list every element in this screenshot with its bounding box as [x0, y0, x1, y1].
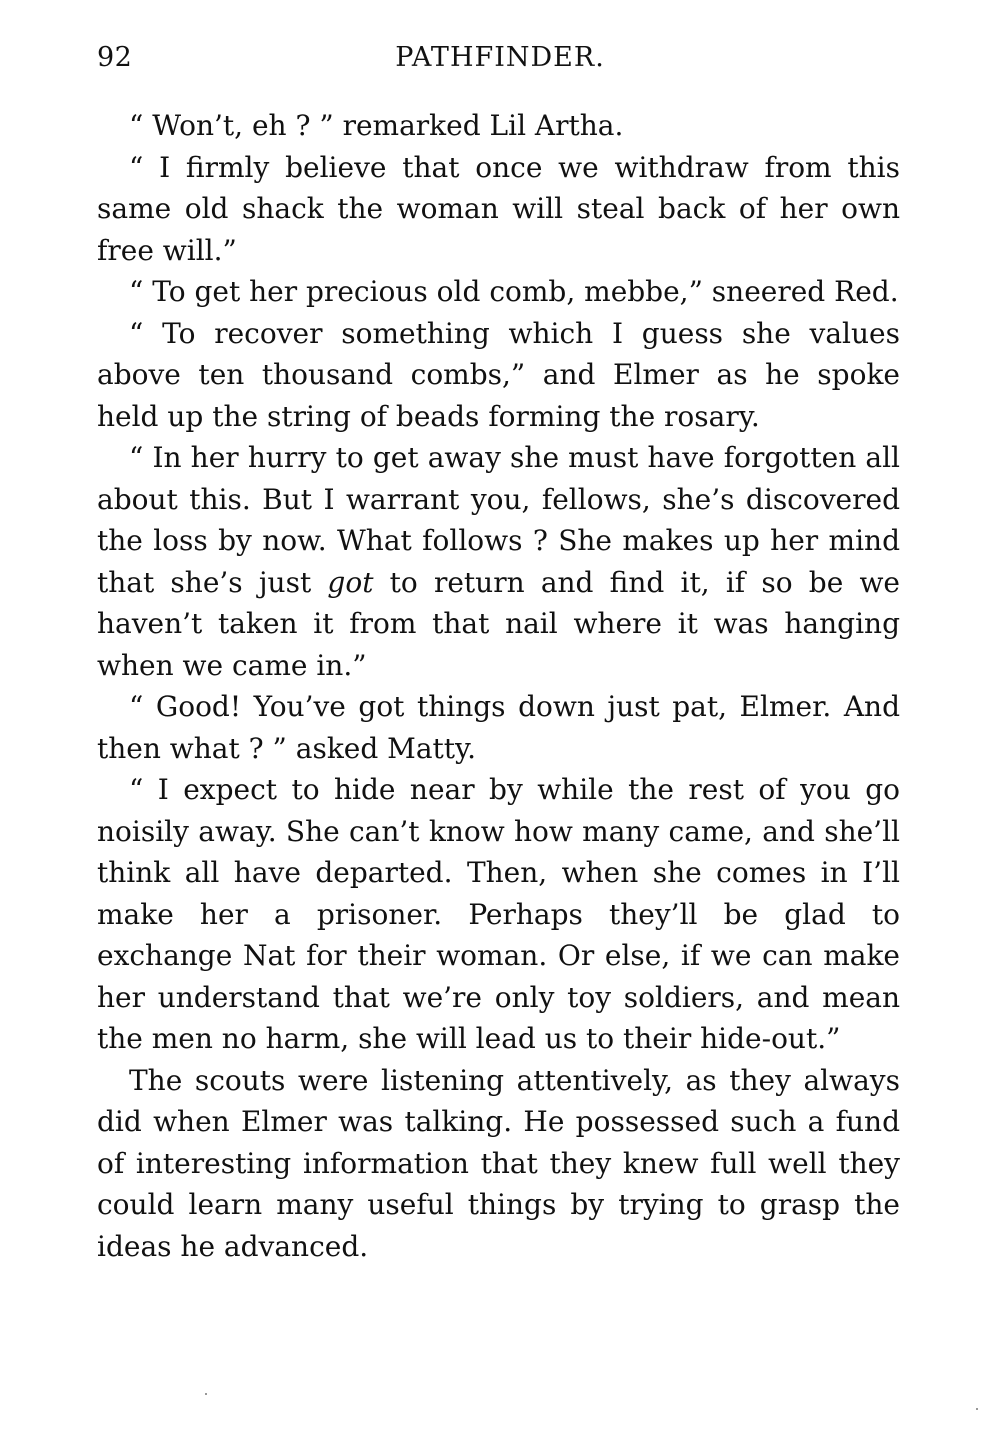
page-header — [97, 42, 903, 82]
scan-speck — [205, 1393, 207, 1395]
page-number: 92 — [97, 42, 133, 73]
paragraph: “ I expect to hide near by while the rest of you go noisily away. She can’t know how many came, and she’ll think all have departed. Then, when she comes in I’ll make her a prisoner. Perhaps they’ll be glad to exchange Nat for their woman. Or else, if we can make her understand that we’re only toy soldiers, and mean the men no harm, she will lead us to their hide-out.” — [97, 773, 900, 1055]
paragraph: “ Won’t, eh ? ” remarked Lil Artha. — [129, 109, 624, 142]
paragraph: “ To get her precious old comb, mebbe,” sneered Red. — [129, 275, 899, 308]
paragraph: “ I firmly believe that once we withdraw from this same old shack the woman will steal back of her own free will.” — [97, 150, 900, 267]
paragraph: The scouts were listening attentively, as they always did when Elmer was talking. He possessed such a fund of interesting information that they knew full well they could learn many useful things by trying to grasp the ideas he advanced. — [97, 1063, 900, 1263]
paragraph: “ To recover something which I guess she values above ten thousand combs,” and Elmer as he spoke held up the string of beads forming the rosary. — [97, 316, 900, 433]
paragraph — [97, 437, 900, 686]
emphasized-word: got — [327, 565, 374, 599]
paragraph-text-after: to return and find it, if so be we haven’t taken it from that nail where it was hanging when we came in.” — [97, 565, 901, 682]
scan-speck — [976, 1408, 978, 1410]
paragraph-text-before: “ In her hurry to get away she must have forgotten all about this. But I warrant you, fellows, she’s discovered the loss by now. What follows ? She makes up her mind that she’s just — [97, 441, 900, 599]
paragraph: “ Good! You’ve got things down just pat, Elmer. And then what ? ” asked Matty. — [97, 690, 900, 765]
running-title: PATHFINDER. — [395, 42, 605, 73]
body-text — [97, 105, 900, 1267]
